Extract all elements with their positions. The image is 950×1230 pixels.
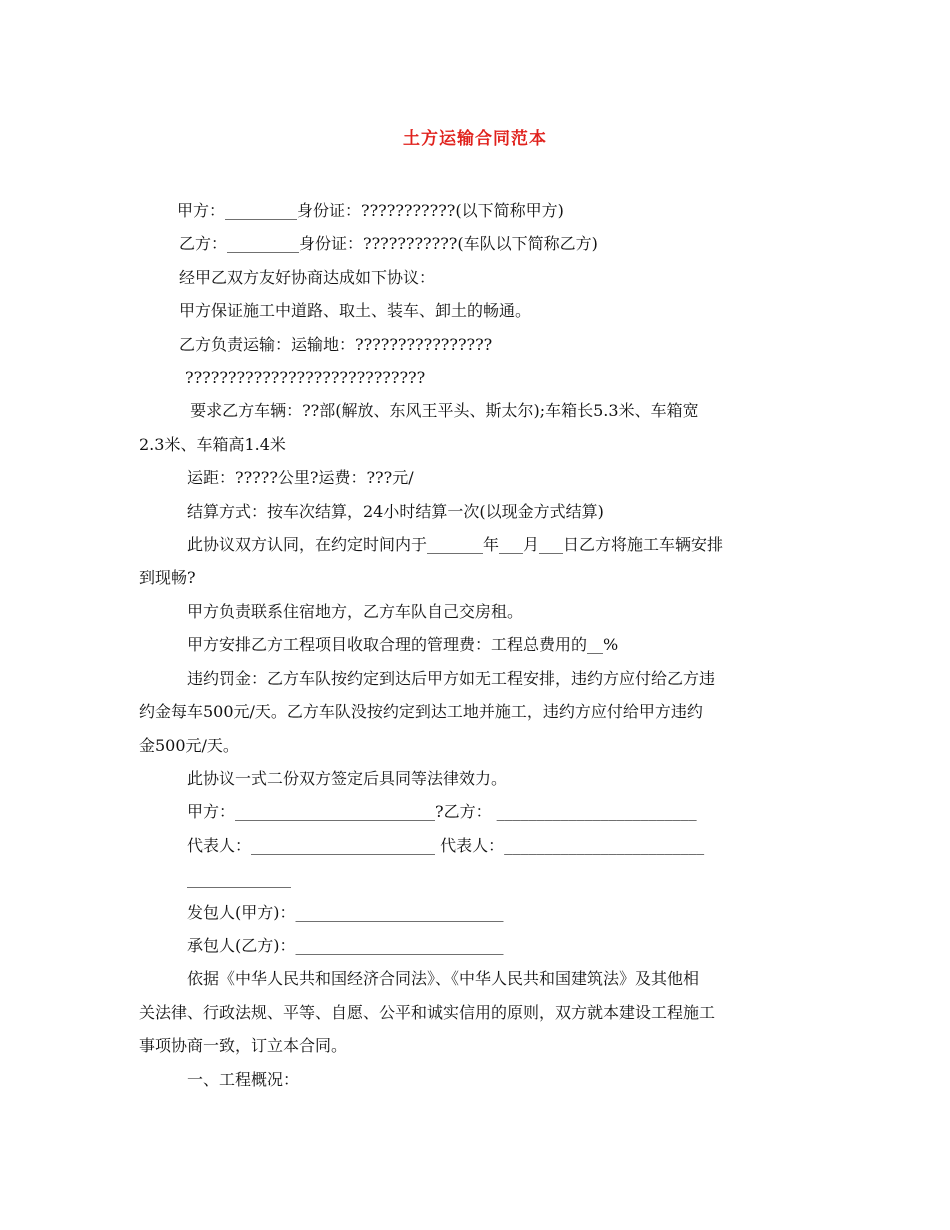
legal-basis: 依据《中华人民共和国经济合同法》、《中华人民共和国建筑法》及其他相 — [187, 969, 700, 989]
clause-settlement: 结算方式：按车次结算，24小时结算一次(以现金方式结算) — [187, 501, 604, 521]
clause-transport-cont: ???????????????????????????? — [185, 368, 426, 388]
legal-basis-end: 事项协商一致，订立本合同。 — [139, 1036, 348, 1056]
clause-transport: 乙方负责运输：运输地：???????????????? — [179, 334, 493, 354]
clause-penalty-end: 金500元/天。 — [139, 735, 239, 755]
clause-schedule-cont: 到现畅? — [139, 568, 196, 588]
clause-distance: 运距：?????公里?运费：???元/ — [187, 468, 414, 488]
clause-penalty-cont: 约金每车500元/天。乙方车队没按约定到达工地并施工，违约方应付给甲方违约 — [139, 702, 703, 722]
employer-line: 发包人(甲方)：__________________________ — [187, 902, 504, 922]
clause-road: 甲方保证施工中道路、取土、装车、卸土的畅通。 — [179, 301, 532, 321]
clause-copies: 此协议一式二份双方签定后具同等法律效力。 — [187, 768, 508, 788]
clause-vehicles-cont: 2.3米、车箱高1.4米 — [139, 434, 286, 454]
agreement-intro: 经甲乙双方友好协商达成如下协议： — [179, 267, 436, 287]
contractor-line: 承包人(乙方)：__________________________ — [187, 935, 504, 955]
contract-body — [139, 194, 819, 1096]
legal-basis-cont: 关法律、行政法规、平等、自愿、公平和诚实信用的原则，双方就本建设工程施工 — [139, 1002, 716, 1022]
section-heading-overview: 一、工程概况： — [187, 1069, 300, 1089]
document-title: 土方运输合同范本 — [403, 129, 547, 149]
clause-management-fee: 甲方安排乙方工程项目收取合理的管理费：工程总费用的__% — [187, 635, 619, 655]
signature-underline-cont: _____________ — [187, 869, 291, 889]
clause-lodging: 甲方负责联系住宿地方，乙方车队自己交房租。 — [187, 601, 524, 621]
party-b-line: 乙方：_________身份证：???????????(车队以下简称乙方) — [179, 234, 598, 254]
party-a-line: 甲方：_________身份证：???????????(以下简称甲方) — [177, 201, 564, 220]
clause-penalty: 违约罚金：乙方车队按约定到达后甲方如无工程安排，违约方应付给乙方违 — [187, 668, 716, 688]
signature-representatives: 代表人：_______________________ 代表人：_________________________ — [187, 835, 705, 855]
signature-parties: 甲方：_________________________?乙方： _________________________ — [187, 802, 697, 822]
clause-schedule: 此协议双方认同，在约定时间内于_______年___月___日乙方将施工车辆安排 — [187, 535, 724, 555]
clause-vehicles: 要求乙方车辆：??部(解放、东风王平头、斯太尔);车箱长5.3米、车箱宽 — [185, 401, 699, 421]
